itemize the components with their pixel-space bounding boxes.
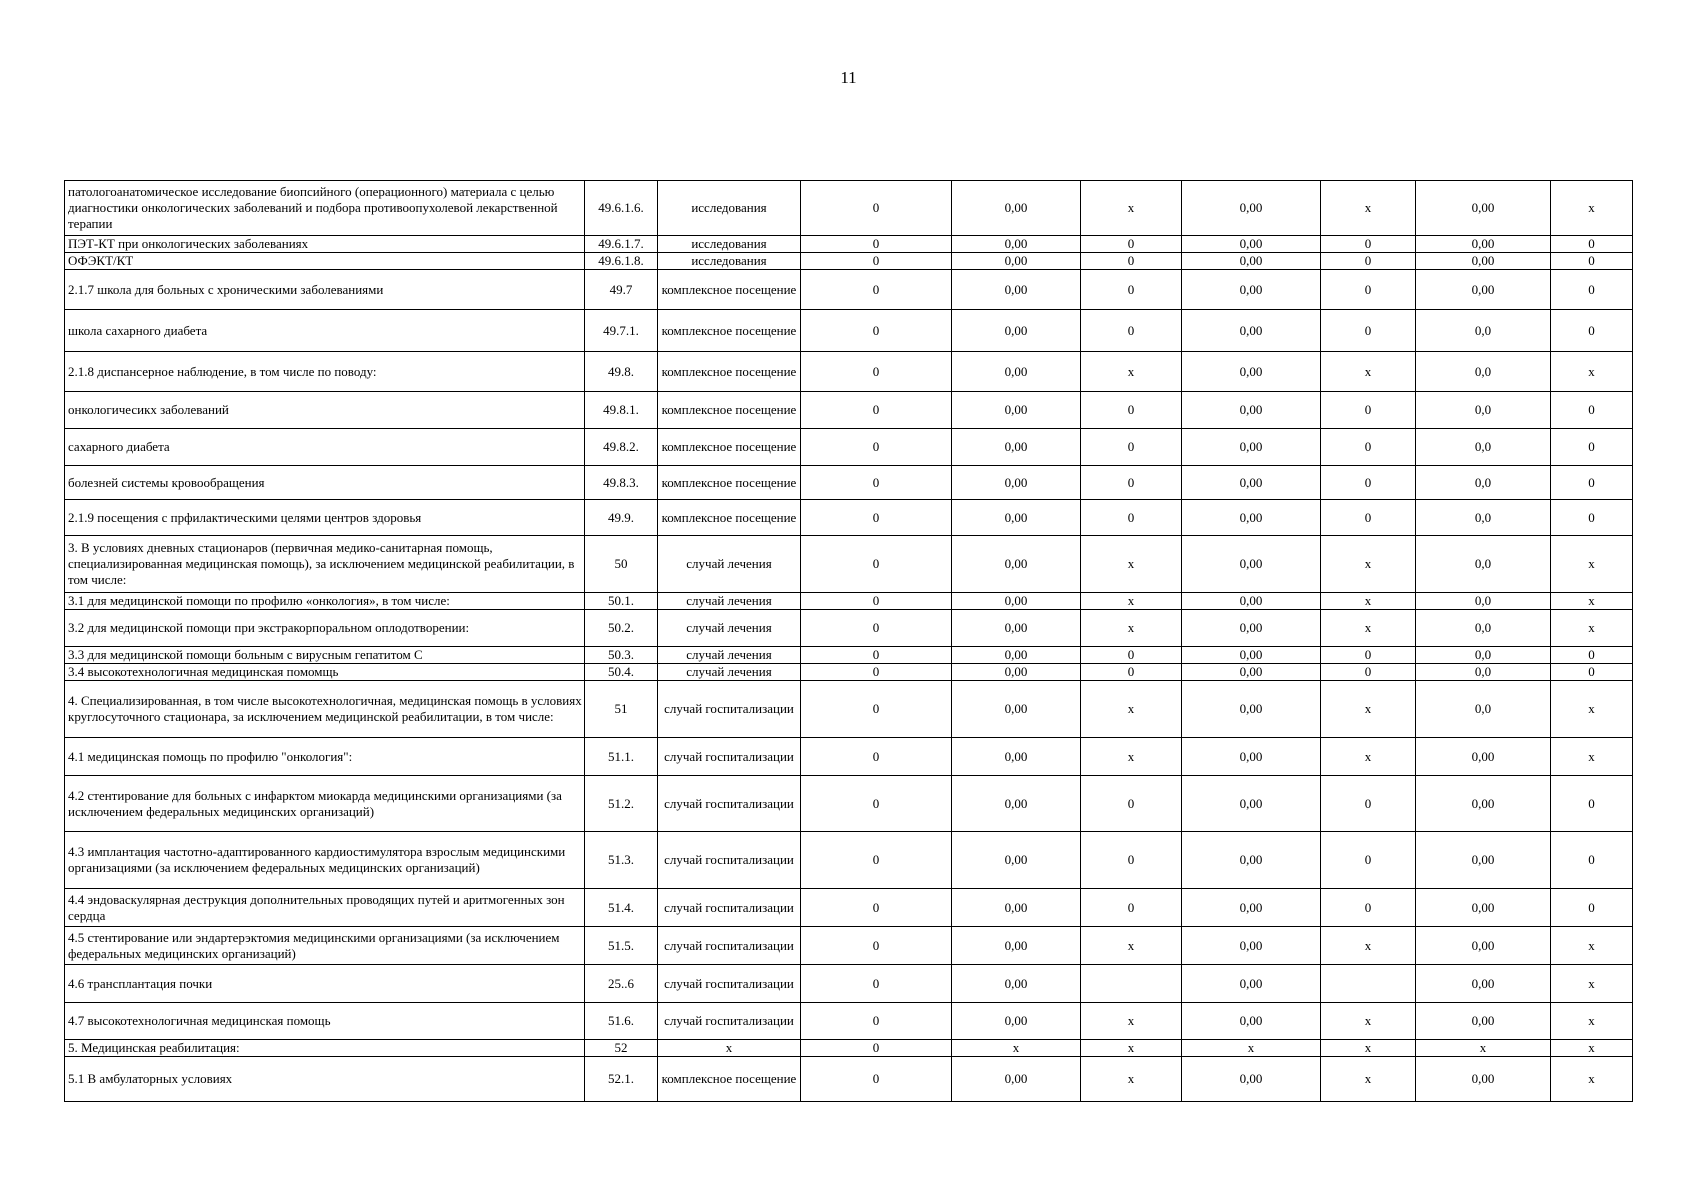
row-unit: х [658, 1040, 801, 1057]
row-unit: случай госпитализации [658, 1003, 801, 1040]
row-name: 4.7 высокотехнологичная медицинская помощь [65, 1003, 585, 1040]
col-1-value: 0 [801, 466, 952, 500]
col-4-value: 0,00 [1182, 738, 1321, 776]
row-code: 51.5. [585, 927, 658, 965]
col-2-value: 0,00 [952, 647, 1081, 664]
col-3-value: х [1081, 610, 1182, 647]
col-1-value: 0 [801, 392, 952, 429]
col-1-value: 0 [801, 593, 952, 610]
row-code: 50.4. [585, 664, 658, 681]
col-5-value: х [1321, 927, 1416, 965]
row-name: 2.1.8 диспансерное наблюдение, в том числе по поводу: [65, 352, 585, 392]
col-7-value: х [1551, 593, 1633, 610]
col-3-value: 0 [1081, 392, 1182, 429]
row-code: 25..6 [585, 965, 658, 1003]
row-unit: комплексное посещение [658, 270, 801, 310]
col-6-value: х [1416, 1040, 1551, 1057]
col-6-value: 0,0 [1416, 466, 1551, 500]
row-name: 4.3 имплантация частотно-адаптированного кардиостимулятора взрослым медицинскими организациями (за исключением федеральных медицинских организаций) [65, 832, 585, 889]
col-6-value: 0,00 [1416, 927, 1551, 965]
col-1-value: 0 [801, 610, 952, 647]
row-unit: случай лечения [658, 536, 801, 593]
col-4-value: 0,00 [1182, 664, 1321, 681]
col-5-value: 0 [1321, 889, 1416, 927]
table-row [65, 236, 1633, 253]
col-1-value: 0 [801, 429, 952, 466]
row-code: 49.8.3. [585, 466, 658, 500]
col-4-value: 0,00 [1182, 181, 1321, 236]
col-1-value: 0 [801, 965, 952, 1003]
row-name: 4.6 трансплантация почки [65, 965, 585, 1003]
table-row [65, 832, 1633, 889]
col-1-value: 0 [801, 270, 952, 310]
col-2-value: 0,00 [952, 536, 1081, 593]
col-4-value: 0,00 [1182, 889, 1321, 927]
col-1-value: 0 [801, 310, 952, 352]
row-unit: исследования [658, 253, 801, 270]
col-5-value: х [1321, 1040, 1416, 1057]
col-6-value: 0,0 [1416, 310, 1551, 352]
col-6-value: 0,00 [1416, 889, 1551, 927]
table-row [65, 738, 1633, 776]
col-3-value: 0 [1081, 253, 1182, 270]
col-2-value: 0,00 [952, 429, 1081, 466]
col-7-value: 0 [1551, 392, 1633, 429]
row-code: 51 [585, 681, 658, 738]
col-7-value: 0 [1551, 466, 1633, 500]
row-code: 52 [585, 1040, 658, 1057]
col-6-value: 0,0 [1416, 429, 1551, 466]
col-6-value: 0,00 [1416, 776, 1551, 832]
data-table [64, 180, 1633, 1102]
row-name: 4.2 стентирование для больных с инфарктом миокарда медицинскими организациями (за исключением федеральных медицинских организаций) [65, 776, 585, 832]
row-name: 5.1 В амбулаторных условиях [65, 1057, 585, 1102]
col-1-value: 0 [801, 832, 952, 889]
row-code: 50.3. [585, 647, 658, 664]
col-6-value: 0,0 [1416, 536, 1551, 593]
col-4-value: 0,00 [1182, 429, 1321, 466]
col-1-value: 0 [801, 181, 952, 236]
col-3-value: х [1081, 1040, 1182, 1057]
row-unit: случай госпитализации [658, 681, 801, 738]
col-3-value: 0 [1081, 500, 1182, 536]
row-unit: комплексное посещение [658, 1057, 801, 1102]
row-name: 4. Специализированная, в том числе высокотехнологичная, медицинская помощь в условиях круглосуточного стационара, за исключением медицинской реабилитации, в том числе: [65, 681, 585, 738]
row-unit: случай лечения [658, 664, 801, 681]
row-unit: случай госпитализации [658, 776, 801, 832]
col-7-value: 0 [1551, 832, 1633, 889]
col-3-value: 0 [1081, 429, 1182, 466]
col-7-value: х [1551, 1057, 1633, 1102]
row-unit: случай лечения [658, 610, 801, 647]
col-3-value: 0 [1081, 236, 1182, 253]
row-name: 3.4 высокотехнологичная медицинская помомщь [65, 664, 585, 681]
col-3-value: 0 [1081, 776, 1182, 832]
col-5-value: 0 [1321, 253, 1416, 270]
col-3-value: х [1081, 181, 1182, 236]
row-name: 2.1.9 посещения с прфилактическими целями центров здоровья [65, 500, 585, 536]
col-2-value: 0,00 [952, 889, 1081, 927]
col-2-value: 0,00 [952, 253, 1081, 270]
row-code: 50.1. [585, 593, 658, 610]
col-4-value: 0,00 [1182, 253, 1321, 270]
col-5-value: 0 [1321, 429, 1416, 466]
row-unit: случай госпитализации [658, 927, 801, 965]
row-unit: случай лечения [658, 647, 801, 664]
col-6-value: 0,0 [1416, 352, 1551, 392]
table-row [65, 1003, 1633, 1040]
col-5-value: 0 [1321, 647, 1416, 664]
col-7-value: х [1551, 181, 1633, 236]
col-5-value: 0 [1321, 270, 1416, 310]
col-6-value: 0,00 [1416, 738, 1551, 776]
col-5-value [1321, 965, 1416, 1003]
col-2-value: 0,00 [952, 392, 1081, 429]
row-unit: исследования [658, 236, 801, 253]
col-4-value: 0,00 [1182, 352, 1321, 392]
table-row [65, 429, 1633, 466]
col-6-value: 0,00 [1416, 832, 1551, 889]
col-3-value: х [1081, 681, 1182, 738]
col-7-value: х [1551, 610, 1633, 647]
col-2-value: 0,00 [952, 181, 1081, 236]
col-3-value [1081, 965, 1182, 1003]
col-4-value: 0,00 [1182, 965, 1321, 1003]
col-7-value: 0 [1551, 270, 1633, 310]
col-4-value: 0,00 [1182, 832, 1321, 889]
table-row [65, 352, 1633, 392]
col-4-value: 0,00 [1182, 776, 1321, 832]
col-4-value: 0,00 [1182, 927, 1321, 965]
row-unit: комплексное посещение [658, 392, 801, 429]
row-name: онкологичесикх заболеваний [65, 392, 585, 429]
col-3-value: х [1081, 593, 1182, 610]
row-code: 51.4. [585, 889, 658, 927]
page-number: 11 [840, 68, 857, 87]
col-1-value: 0 [801, 1040, 952, 1057]
table-row [65, 392, 1633, 429]
row-code: 49.6.1.6. [585, 181, 658, 236]
col-3-value: 0 [1081, 270, 1182, 310]
col-7-value: х [1551, 927, 1633, 965]
row-name: ПЭТ-КТ при онкологических заболеваниях [65, 236, 585, 253]
col-6-value: 0,0 [1416, 610, 1551, 647]
row-name: 4.1 медицинская помощь по профилю "онкология": [65, 738, 585, 776]
col-3-value: 0 [1081, 889, 1182, 927]
col-6-value: 0,0 [1416, 681, 1551, 738]
row-code: 52.1. [585, 1057, 658, 1102]
table-row [65, 593, 1633, 610]
row-code: 49.7 [585, 270, 658, 310]
col-2-value: 0,00 [952, 593, 1081, 610]
table-row [65, 776, 1633, 832]
col-6-value: 0,0 [1416, 593, 1551, 610]
col-4-value: 0,00 [1182, 310, 1321, 352]
col-2-value: 0,00 [952, 310, 1081, 352]
col-5-value: х [1321, 1057, 1416, 1102]
col-4-value: 0,00 [1182, 466, 1321, 500]
col-5-value: 0 [1321, 392, 1416, 429]
col-6-value: 0,0 [1416, 647, 1551, 664]
col-3-value: х [1081, 738, 1182, 776]
col-4-value: 0,00 [1182, 593, 1321, 610]
col-5-value: х [1321, 681, 1416, 738]
col-1-value: 0 [801, 681, 952, 738]
col-6-value: 0,0 [1416, 392, 1551, 429]
col-7-value: 0 [1551, 310, 1633, 352]
col-5-value: х [1321, 738, 1416, 776]
row-name: патологоанатомическое исследование биопсийного (операционного) материала с целью диагностики онкологических заболеваний и подбора противоопухолевой лекарственной терапии [65, 181, 585, 236]
row-unit: случай госпитализации [658, 738, 801, 776]
col-5-value: х [1321, 610, 1416, 647]
table-row [65, 466, 1633, 500]
col-3-value: х [1081, 536, 1182, 593]
table-row [65, 253, 1633, 270]
col-4-value: 0,00 [1182, 536, 1321, 593]
row-unit: комплексное посещение [658, 429, 801, 466]
col-5-value: 0 [1321, 776, 1416, 832]
col-2-value: 0,00 [952, 1057, 1081, 1102]
col-7-value: 0 [1551, 236, 1633, 253]
row-unit: случай лечения [658, 593, 801, 610]
row-code: 49.8.2. [585, 429, 658, 466]
col-6-value: 0,00 [1416, 1057, 1551, 1102]
table-row [65, 1057, 1633, 1102]
col-2-value: 0,00 [952, 1003, 1081, 1040]
table-row [65, 889, 1633, 927]
col-5-value: 0 [1321, 466, 1416, 500]
col-7-value: 0 [1551, 253, 1633, 270]
row-unit: исследования [658, 181, 801, 236]
col-5-value: 0 [1321, 310, 1416, 352]
col-2-value: 0,00 [952, 500, 1081, 536]
row-name: 4.5 стентирование или эндартерэктомия медицинскими организациями (за исключением федеральных медицинских организаций) [65, 927, 585, 965]
col-3-value: х [1081, 1003, 1182, 1040]
col-4-value: 0,00 [1182, 1057, 1321, 1102]
row-code: 50.2. [585, 610, 658, 647]
col-5-value: 0 [1321, 236, 1416, 253]
col-1-value: 0 [801, 236, 952, 253]
col-2-value: 0,00 [952, 832, 1081, 889]
row-unit: случай госпитализации [658, 889, 801, 927]
col-7-value: х [1551, 352, 1633, 392]
table-row [65, 310, 1633, 352]
col-5-value: х [1321, 536, 1416, 593]
row-name: сахарного диабета [65, 429, 585, 466]
col-1-value: 0 [801, 664, 952, 681]
col-1-value: 0 [801, 738, 952, 776]
col-2-value: 0,00 [952, 776, 1081, 832]
row-name: школа сахарного диабета [65, 310, 585, 352]
col-7-value: х [1551, 1040, 1633, 1057]
row-code: 49.6.1.8. [585, 253, 658, 270]
col-2-value: 0,00 [952, 610, 1081, 647]
col-4-value: 0,00 [1182, 681, 1321, 738]
col-7-value: 0 [1551, 500, 1633, 536]
col-6-value: 0,00 [1416, 181, 1551, 236]
table-row [65, 927, 1633, 965]
col-4-value: 0,00 [1182, 1003, 1321, 1040]
row-name: 5. Медицинская реабилитация: [65, 1040, 585, 1057]
col-2-value: 0,00 [952, 270, 1081, 310]
col-3-value: х [1081, 1057, 1182, 1102]
col-5-value: х [1321, 181, 1416, 236]
row-unit: комплексное посещение [658, 352, 801, 392]
table-row [65, 610, 1633, 647]
col-4-value: 0,00 [1182, 270, 1321, 310]
table-body [65, 181, 1633, 1102]
col-7-value: х [1551, 738, 1633, 776]
col-2-value: 0,00 [952, 664, 1081, 681]
row-unit: комплексное посещение [658, 466, 801, 500]
row-code: 51.2. [585, 776, 658, 832]
row-name: 3.1 для медицинской помощи по профилю «онкология», в том числе: [65, 593, 585, 610]
col-2-value: х [952, 1040, 1081, 1057]
col-3-value: 0 [1081, 664, 1182, 681]
col-2-value: 0,00 [952, 236, 1081, 253]
row-code: 50 [585, 536, 658, 593]
row-code: 49.8. [585, 352, 658, 392]
row-unit: комплексное посещение [658, 500, 801, 536]
col-2-value: 0,00 [952, 927, 1081, 965]
col-3-value: 0 [1081, 647, 1182, 664]
col-1-value: 0 [801, 927, 952, 965]
col-7-value: х [1551, 1003, 1633, 1040]
col-6-value: 0,00 [1416, 236, 1551, 253]
col-5-value: 0 [1321, 832, 1416, 889]
col-1-value: 0 [801, 776, 952, 832]
col-1-value: 0 [801, 1057, 952, 1102]
col-4-value: 0,00 [1182, 610, 1321, 647]
row-name: ОФЭКТ/КТ [65, 253, 585, 270]
table-row [65, 181, 1633, 236]
col-7-value: 0 [1551, 429, 1633, 466]
row-name: 4.4 эндоваскулярная деструкция дополнительных проводящих путей и аритмогенных зон сердца [65, 889, 585, 927]
col-6-value: 0,00 [1416, 270, 1551, 310]
row-name: 3. В условиях дневных стационаров (первичная медико-санитарная помощь, специализированная медицинская помощь), за исключением медицинской реабилитации, в том числе: [65, 536, 585, 593]
row-code: 49.8.1. [585, 392, 658, 429]
col-6-value: 0,00 [1416, 1003, 1551, 1040]
row-name: 3.3 для медицинской помощи больным с вирусным гепатитом С [65, 647, 585, 664]
col-2-value: 0,00 [952, 466, 1081, 500]
table-row [65, 1040, 1633, 1057]
col-3-value: 0 [1081, 832, 1182, 889]
row-unit: комплексное посещение [658, 310, 801, 352]
col-7-value: 0 [1551, 647, 1633, 664]
col-1-value: 0 [801, 647, 952, 664]
col-4-value: 0,00 [1182, 392, 1321, 429]
col-7-value: 0 [1551, 776, 1633, 832]
col-2-value: 0,00 [952, 965, 1081, 1003]
row-code: 49.6.1.7. [585, 236, 658, 253]
col-3-value: х [1081, 352, 1182, 392]
table-row [65, 681, 1633, 738]
col-1-value: 0 [801, 536, 952, 593]
col-3-value: х [1081, 927, 1182, 965]
col-6-value: 0,0 [1416, 664, 1551, 681]
col-3-value: 0 [1081, 310, 1182, 352]
col-4-value: 0,00 [1182, 500, 1321, 536]
table-row [65, 647, 1633, 664]
row-unit: случай госпитализации [658, 832, 801, 889]
row-name: 2.1.7 школа для больных с хроническими заболеваниями [65, 270, 585, 310]
row-code: 51.1. [585, 738, 658, 776]
col-1-value: 0 [801, 1003, 952, 1040]
col-7-value: х [1551, 536, 1633, 593]
col-4-value: 0,00 [1182, 647, 1321, 664]
col-5-value: х [1321, 593, 1416, 610]
table-row [65, 664, 1633, 681]
row-code: 51.3. [585, 832, 658, 889]
col-1-value: 0 [801, 500, 952, 536]
col-5-value: 0 [1321, 500, 1416, 536]
row-code: 49.9. [585, 500, 658, 536]
row-unit: случай госпитализации [658, 965, 801, 1003]
col-1-value: 0 [801, 352, 952, 392]
table-row [65, 965, 1633, 1003]
col-1-value: 0 [801, 253, 952, 270]
row-code: 51.6. [585, 1003, 658, 1040]
table-row [65, 270, 1633, 310]
col-5-value: 0 [1321, 664, 1416, 681]
col-1-value: 0 [801, 889, 952, 927]
col-7-value: х [1551, 965, 1633, 1003]
col-6-value: 0,00 [1416, 965, 1551, 1003]
col-6-value: 0,0 [1416, 500, 1551, 536]
col-3-value: 0 [1081, 466, 1182, 500]
col-2-value: 0,00 [952, 738, 1081, 776]
col-7-value: 0 [1551, 664, 1633, 681]
table-row [65, 536, 1633, 593]
col-7-value: 0 [1551, 889, 1633, 927]
row-code: 49.7.1. [585, 310, 658, 352]
col-4-value: 0,00 [1182, 236, 1321, 253]
table-row [65, 500, 1633, 536]
row-name: 3.2 для медицинской помощи при экстракорпоральном оплодотворении: [65, 610, 585, 647]
col-5-value: х [1321, 1003, 1416, 1040]
col-2-value: 0,00 [952, 352, 1081, 392]
col-7-value: х [1551, 681, 1633, 738]
col-2-value: 0,00 [952, 681, 1081, 738]
col-4-value: х [1182, 1040, 1321, 1057]
col-5-value: х [1321, 352, 1416, 392]
col-6-value: 0,00 [1416, 253, 1551, 270]
row-name: болезней системы кровообращения [65, 466, 585, 500]
